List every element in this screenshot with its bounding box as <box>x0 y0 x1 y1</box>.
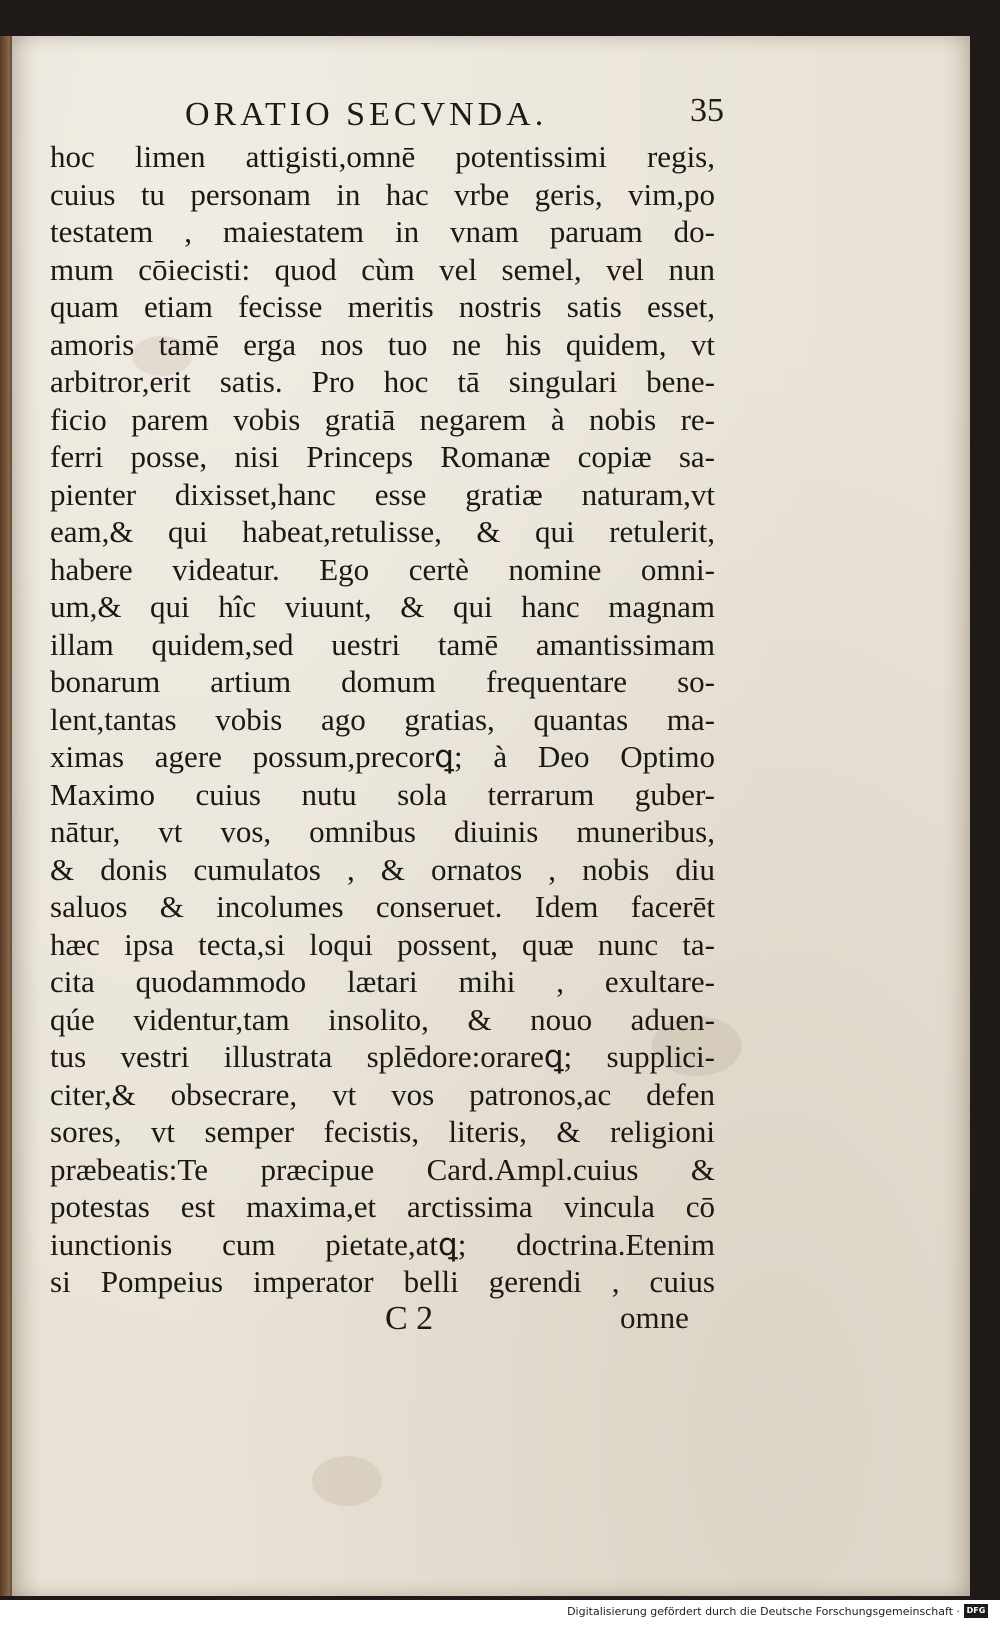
text-line: lent,tantas vobis ago gratias, quantas ma- <box>50 701 715 737</box>
text-line: tus vestri illustrata splēdore:orareꝗ; supplici- <box>50 1039 715 1074</box>
text-line: qúe videntur,tam insolito, & nouo aduen- <box>50 1001 715 1037</box>
footer-credit: Digitalisierung gefördert durch die Deutsche Forschungsgemeinschaft · <box>567 1605 960 1618</box>
signature-mark: C 2 <box>385 1300 434 1337</box>
text-line: præbeatis:Te præcipue Card.Ampl.cuius & <box>50 1151 715 1187</box>
text-line: bonarum artium domum frequentare so- <box>50 664 715 699</box>
text-line: potestas est maxima,et arctissima vincula cō <box>50 1189 715 1224</box>
text-line: saluos & incolumes conseruet. Idem facerēt <box>50 889 715 924</box>
text-line: testatem , maiestatem in vnam paruam do- <box>50 214 715 249</box>
text-line: iunctionis cum pietate,atꝗ; doctrina.Etenim <box>50 1226 715 1262</box>
paper-stain <box>312 1456 382 1506</box>
text-line: eam,& qui habeat,retulisse, & qui retulerit, <box>50 514 715 549</box>
text-line: sores, vt semper fecistis, literis, & religioni <box>50 1114 715 1149</box>
text-line: si Pompeius imperator belli gerendi , cuius <box>50 1264 715 1299</box>
text-line: & donis cumulatos , & ornatos , nobis diu <box>50 851 715 887</box>
text-line: ximas agere possum,precorꝗ; à Deo Optimo <box>50 739 715 774</box>
body-text <box>50 138 715 1301</box>
catchword: omne <box>620 1300 689 1335</box>
text-line: pienter dixisset,hanc esse gratiæ naturam,vt <box>50 476 715 512</box>
text-line: ferri posse, nisi Princeps Romanæ copiæ sa- <box>50 439 715 474</box>
text-line: amoris tamē erga nos tuo ne his quidem, vt <box>50 326 715 362</box>
text-line: hoc limen attigisti,omnē potentissimi regis, <box>50 139 715 174</box>
text-line: um,& qui hîc viuunt, & qui hanc magnam <box>50 589 715 624</box>
text-line: Maximo cuius nutu sola terrarum guber- <box>50 776 715 812</box>
text-line: cuius tu personam in hac vrbe geris, vim,po <box>50 176 715 212</box>
text-line: citer,& obsecrare, vt vos patronos,ac defen <box>50 1076 715 1112</box>
text-line: illam quidem,sed uestri tamē amantissimam <box>50 626 715 662</box>
text-line: mum cōiecisti: quod cùm vel semel, vel nun <box>50 251 715 287</box>
text-line: cita quodammodo lætari mihi , exultare- <box>50 964 715 999</box>
dfg-logo-icon: DFG <box>964 1604 988 1618</box>
text-line: arbitror,erit satis. Pro hoc tā singulari bene- <box>50 364 715 399</box>
page-number: 35 <box>690 92 724 129</box>
text-line: quam etiam fecisse meritis nostris satis esset, <box>50 289 715 324</box>
text-line: nātur, vt vos, omnibus diuinis muneribus, <box>50 814 715 849</box>
page-binding-edge <box>0 36 10 1596</box>
text-line: hæc ipsa tecta,si loqui possent, quæ nunc ta- <box>50 926 715 962</box>
text-line: habere videatur. Ego certè nomine omni- <box>50 551 715 587</box>
running-head: ORATIO SECVNDA. <box>185 96 548 133</box>
text-line: ficio parem vobis gratiā negarem à nobis re- <box>50 401 715 437</box>
